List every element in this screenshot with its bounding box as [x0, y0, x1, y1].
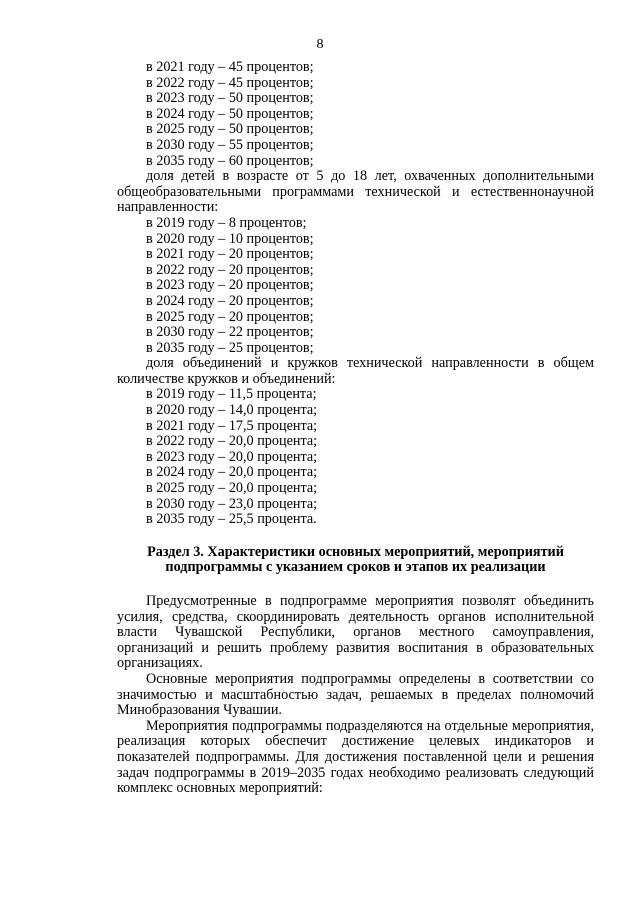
section-heading: [117, 545, 594, 576]
list-item: в 2021 году – 20 процентов;: [146, 246, 314, 263]
list-item: в 2024 году – 50 процентов;: [146, 105, 314, 122]
indicator-paragraph-b: доля детей в возрасте от 5 до 18 лет, охваченных дополнительными общеобразовательными программами технической и естественнонаучной направленности:: [117, 168, 594, 216]
list-item: в 2030 году – 22 процентов;: [146, 324, 314, 341]
list-item: в 2019 году – 8 процентов;: [146, 214, 307, 231]
list-item: в 2020 году – 14,0 процента;: [146, 402, 318, 419]
page-number: 8: [316, 37, 324, 52]
list-item: в 2035 году – 60 процентов;: [146, 152, 314, 169]
indicator-list-b: [117, 216, 594, 356]
list-item: в 2035 году – 25,5 процента.: [146, 511, 317, 528]
list-item: в 2021 году – 45 процентов;: [146, 59, 314, 75]
list-item: в 2025 году – 20 процентов;: [146, 308, 314, 325]
list-item: в 2023 году – 20,0 процента;: [146, 448, 318, 465]
list-item: в 2022 году – 20 процентов;: [146, 261, 314, 278]
list-item: в 2025 году – 50 процентов;: [146, 121, 314, 138]
body-paragraph: Мероприятия подпрограммы подразделяются на отдельные мероприятия, реализация которых обеспечит достижение целевых индикаторов и показателей подпрограммы. Для достижения поставленной цели и решения задач подпрограммы в 2019–2035 годах необходимо реализовать следующий комплекс основных мероприятий:: [117, 717, 594, 797]
body-paragraph: Основные мероприятия подпрограммы определены в соответствии со значимостью и масштабностью задач, решаемых в пределах полномочий Минобразования Чувашии.: [117, 670, 594, 719]
list-item: в 2023 году – 50 процентов;: [146, 90, 314, 107]
list-item: в 2020 году – 10 процентов;: [146, 230, 314, 247]
list-item: в 2022 году – 45 процентов;: [146, 74, 314, 91]
page-body: [117, 60, 594, 797]
list-item: в 2025 году – 20,0 процента;: [146, 480, 318, 497]
body-paragraph: Предусмотренные в подпрограмме мероприятия позволят объединить усилия, средства, скоординировать деятельность органов исполнительной власти Чувашской Республики, органов местного самоуправления, организаций и решить проблему развития воспитания в образовательных организациях.: [117, 593, 594, 672]
indicator-paragraph-c: доля объединений и кружков технической направленности в общем количестве кружков и объединений:: [117, 355, 594, 387]
list-item: в 2024 году – 20,0 процента;: [146, 464, 318, 481]
list-item: в 2035 году – 25 процентов;: [146, 339, 314, 356]
indicator-list-a: [117, 60, 594, 169]
list-item: в 2021 году – 17,5 процента;: [146, 417, 318, 434]
list-item: в 2030 году – 55 процентов;: [146, 136, 314, 153]
list-item: в 2023 году – 20 процентов;: [146, 277, 314, 294]
section-heading-line: Раздел 3. Характеристики основных мероприятий, мероприятий: [147, 543, 564, 560]
list-item: в 2030 году – 23,0 процента;: [146, 495, 318, 512]
indicator-list-c: [117, 387, 594, 527]
list-item: в 2024 году – 20 процентов;: [146, 292, 314, 309]
list-item: в 2019 году – 11,5 процента;: [146, 386, 317, 403]
section-heading-line: подпрограммы с указанием сроков и этапов их реализации: [165, 559, 546, 576]
list-item: в 2022 году – 20,0 процента;: [146, 433, 318, 450]
